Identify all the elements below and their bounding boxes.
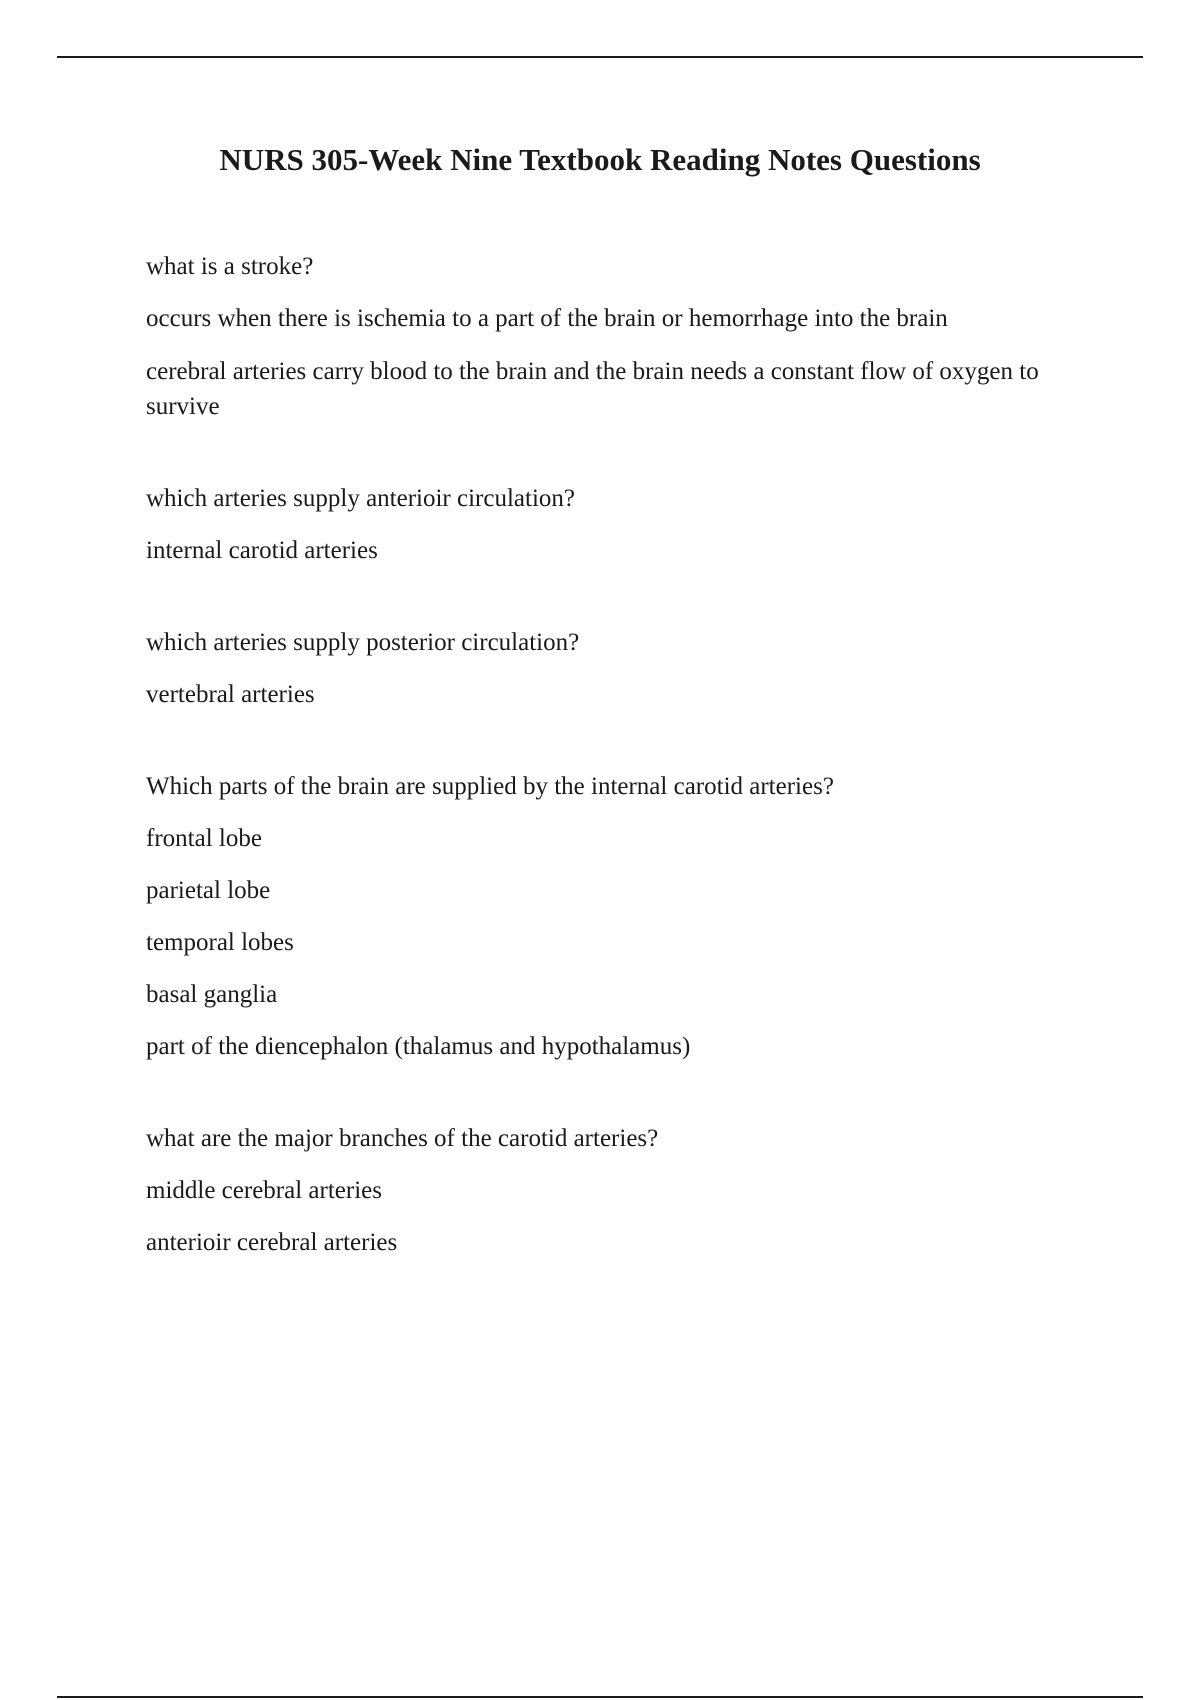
question: Which parts of the brain are supplied by the internal carotid arteries? — [146, 773, 834, 800]
bottom-divider — [57, 1696, 1143, 1698]
answer: frontal lobe — [146, 825, 262, 852]
notes-content — [146, 250, 1066, 1318]
answer: cerebral arteries carry blood to the brain and the brain needs a constant flow of oxygen to survive — [146, 358, 1039, 420]
top-divider — [57, 56, 1143, 58]
qa-block — [146, 1122, 1066, 1260]
answer: parietal lobe — [146, 877, 271, 904]
answer: vertebral arteries — [146, 681, 315, 708]
answer: occurs when there is ischemia to a part of the brain or hemorrhage into the brain — [146, 305, 948, 332]
question: which arteries supply anterioir circulation? — [146, 485, 576, 512]
qa-block — [146, 626, 1066, 712]
question: what is a stroke? — [146, 253, 314, 280]
question: which arteries supply posterior circulation? — [146, 629, 580, 656]
question: what are the major branches of the carotid arteries? — [146, 1125, 659, 1152]
answer: anterioir cerebral arteries — [146, 1229, 398, 1256]
answer: temporal lobes — [146, 929, 294, 956]
answer: internal carotid arteries — [146, 537, 378, 564]
page-title: NURS 305-Week Nine Textbook Reading Notes Questions — [219, 142, 981, 177]
qa-block — [146, 250, 1066, 424]
answer: middle cerebral arteries — [146, 1177, 382, 1204]
answer: part of the diencephalon (thalamus and hypothalamus) — [146, 1033, 691, 1060]
qa-block — [146, 770, 1066, 1064]
answer: basal ganglia — [146, 981, 278, 1008]
qa-block — [146, 482, 1066, 568]
